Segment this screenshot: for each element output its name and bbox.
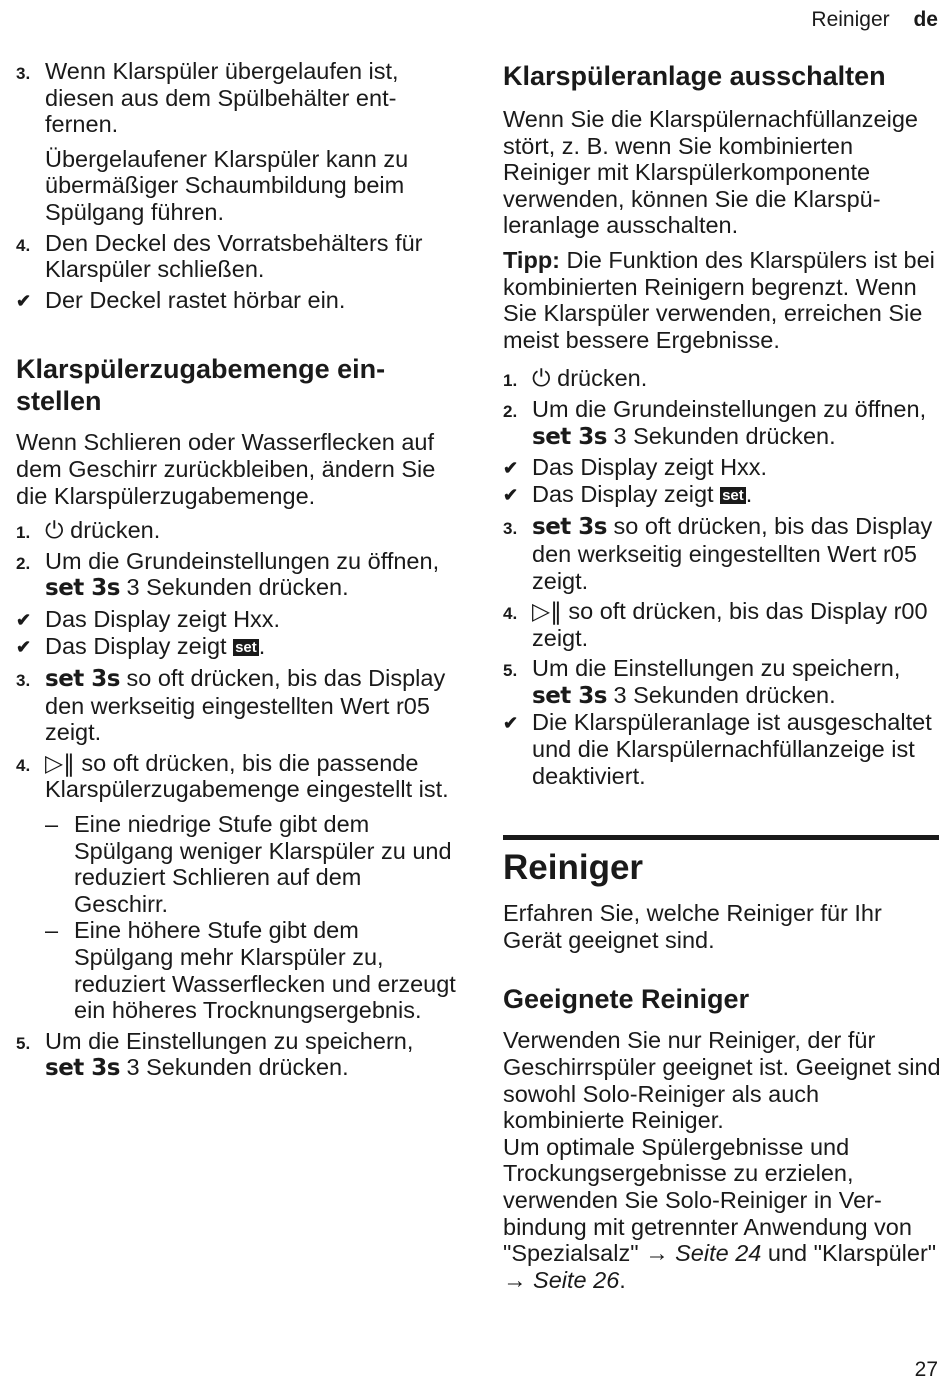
power-icon: ⏻	[532, 364, 551, 393]
play-pause-icon: ▷‖	[45, 748, 75, 777]
r-result-hxx: ✔ Das Display zeigt Hxx.	[503, 454, 768, 481]
check-icon: ✔	[503, 458, 519, 479]
r-step-1: 1. ⏻ drücken.	[503, 364, 648, 393]
step-3: 3. Wenn Klarspüler übergelaufen ist, diesen aus dem Spülbehälter entfernen.	[16, 58, 399, 138]
set-3s-key: set 3s	[532, 423, 607, 450]
r-step-3: 3. set 3s so oft drücken, bis das Display den werkseitig eingestellten Wert r05 zeigt.	[503, 513, 933, 594]
intro-zugabemenge: Wenn Schlieren oder Wasserflecken auf dem Geschirr zurückbleiben, ändern Sie die Klarspülerzugabemenge.	[16, 429, 436, 509]
l-step-1: 1. ⏻ drücken.	[16, 516, 161, 545]
r-result-set: ✔ Das Display zeigt set.	[503, 480, 753, 507]
l-step-3: 3. set 3s so oft drücken, bis das Display den werkseitig eingestellten Wert r05 zeigt.	[16, 665, 446, 746]
tip: Tipp: Die Funktion des Klarspülers ist bei kombinierten Reinigern begrenzt. Wenn Sie Klarspüler verwenden, erreichen Sie meist bessere Ergebnisse.	[503, 246, 935, 353]
r-step-4: 4. ▷‖ so oft drücken, bis das Display r00 zeigt.	[503, 597, 928, 651]
set-display-symbol: set	[235, 638, 257, 656]
power-icon: ⏻	[45, 516, 64, 545]
heading-ausschalten: Klarspüleranlage ausschalten	[503, 61, 886, 91]
set-3s-key: set 3s	[45, 1055, 120, 1082]
l-result-set: ✔ Das Display zeigt set.	[16, 632, 266, 659]
step-3-note: Übergelaufener Klarspüler kann zu übermäßiger Schaumbildung beim Spülgang führen.	[45, 145, 409, 225]
l-step-5: 5. Um die Einstellungen zu speichern, set 3s 3 Sekunden drücken.	[16, 1027, 414, 1082]
header-language: de	[913, 8, 938, 31]
l-step-4: 4. ▷‖ so oft drücken, bis die passende Klarspülerzugabemenge eingestellt ist.	[16, 748, 449, 803]
geeignet-paragraph-2: Um optimale Spülergebnisse und Trockungsergebnisse zu erzielen, verwenden Sie Solo-Reiniger in Verbindung mit getrennter Anwendung von "Spezialsalz" → Seite 24 und "Klarspüler" → Seite 26.	[503, 1133, 937, 1293]
r-result-disabled: ✔ Die Klarspüleranlage ist ausgeschaltet und die Klarspülernachfüllanzeige ist deaktiviert.	[503, 709, 932, 789]
dash-item-high: – Eine höhere Stufe gibt dem Spülgang mehr Klarspüler zu, reduziert Wasserflecken und erzeugt ein höheres Trocknungsergebnis.	[45, 917, 456, 1024]
set-display-symbol: set	[722, 486, 744, 504]
set-3s-key: set 3s	[45, 666, 120, 693]
arrow-icon: →	[645, 1240, 669, 1267]
arrow-icon: →	[503, 1266, 527, 1293]
l-step-2: 2. Um die Grundeinstellungen zu öffnen, set 3s 3 Sekunden drücken.	[16, 547, 440, 602]
page-header	[811, 8, 938, 32]
tip-label: Tipp:	[503, 246, 560, 273]
set-3s-key: set 3s	[532, 682, 607, 709]
check-icon: ✔	[503, 713, 519, 734]
result-lid-locks: ✔ Der Deckel rastet hörbar ein.	[16, 286, 346, 313]
check-icon: ✔	[16, 290, 32, 311]
check-icon: ✔	[16, 636, 32, 657]
play-pause-icon: ▷‖	[532, 597, 562, 626]
check-icon: ✔	[16, 609, 32, 630]
heading-reiniger: Reiniger	[503, 848, 644, 888]
heading-zugabemenge: Klarspülerzugabemenge einstellen	[16, 354, 386, 417]
left-column	[16, 58, 458, 1082]
set-3s-key: set 3s	[45, 575, 120, 602]
heading-geeignete-reiniger: Geeignete Reiniger	[503, 984, 750, 1015]
reiniger-intro: Erfahren Sie, welche Reiniger für Ihr Gerät geeignet sind.	[503, 900, 882, 953]
ref-seite-24[interactable]: Seite 24	[675, 1240, 762, 1267]
geeignet-paragraph-1: Verwenden Sie nur Reiniger, der für Geschirrspüler geeignet ist. Geeignet sind sowohl Solo-Reiniger als auch kombinierte Reiniger.	[503, 1027, 941, 1134]
r-step-2: 2. Um die Grundeinstellungen zu öffnen, set 3s 3 Sekunden drücken.	[503, 395, 927, 450]
intro-ausschalten: Wenn Sie die Klarspülernachfüllanzeige stört, z. B. wenn Sie kombinierten Reiniger mit Klarspülerkomponente verwenden, können Sie die Klarspüleranlage ausschalten.	[503, 106, 918, 239]
set-3s-key: set 3s	[532, 514, 607, 541]
step-4: 4. Den Deckel des Vorratsbehälters für Klarspüler schließen.	[16, 229, 423, 283]
ref-seite-26[interactable]: Seite 26	[533, 1266, 620, 1293]
section-rule	[503, 835, 939, 840]
dash-item-low: – Eine niedrige Stufe gibt dem Spülgang weniger Klarspüler zu und reduziert Schlieren auf dem Geschirr.	[45, 811, 452, 917]
l-result-hxx: ✔ Das Display zeigt Hxx.	[16, 605, 281, 632]
check-icon: ✔	[503, 484, 519, 505]
right-column	[503, 58, 941, 1293]
r-step-5: 5. Um die Einstellungen zu speichern, set 3s 3 Sekunden drücken.	[503, 655, 901, 709]
page-number: 27	[914, 1358, 938, 1381]
header-section: Reiniger	[811, 8, 890, 31]
